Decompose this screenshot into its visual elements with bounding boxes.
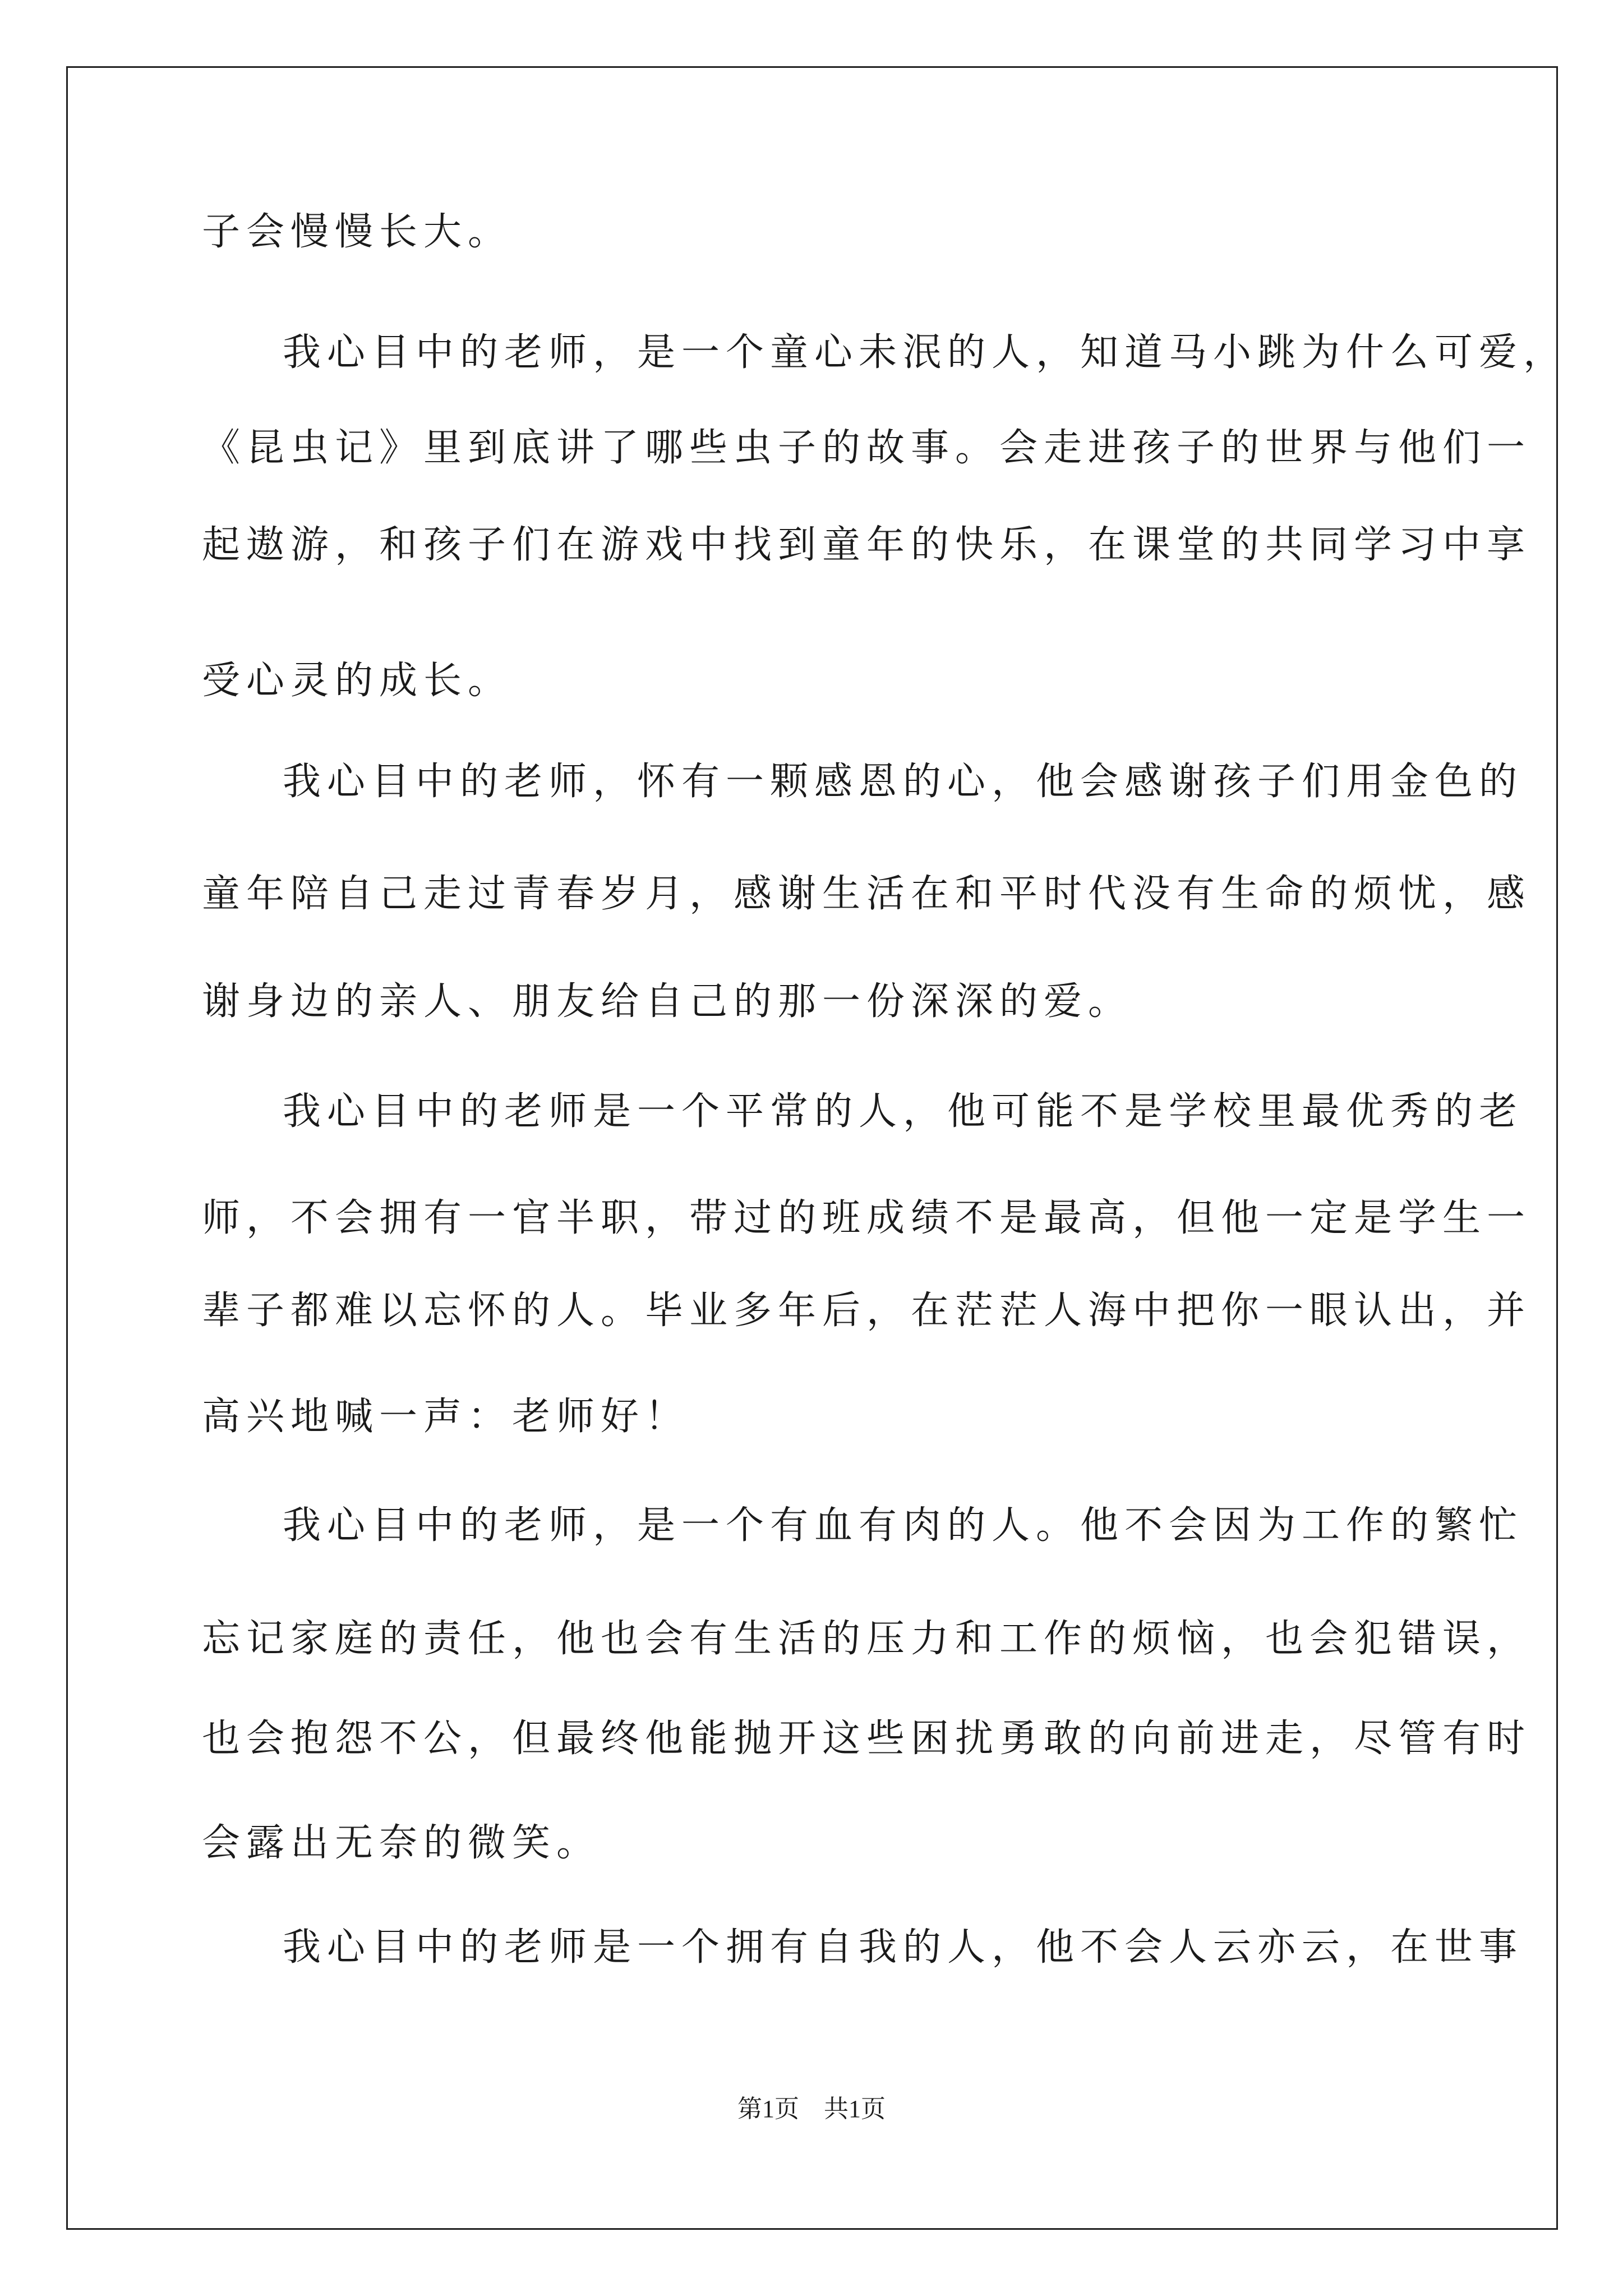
text-line: 《昆虫记》里到底讲了哪些虫子的故事。会走进孩子的世界与他们一 xyxy=(202,426,1532,470)
text-line: 谢身边的亲人、朋友给自己的那一份深深的爱。 xyxy=(202,979,1133,1024)
text-line: 忘记家庭的责任，他也会有生活的压力和工作的烦恼，也会犯错误， xyxy=(202,1617,1532,1661)
page-border xyxy=(66,66,1558,2230)
text-line: 师，不会拥有一官半职，带过的班成绩不是最高，但他一定是学生一 xyxy=(202,1196,1532,1240)
text-line: 会露出无奈的微笑。 xyxy=(202,1821,601,1865)
text-line: 童年陪自己走过青春岁月，感谢生活在和平时代没有生命的烦忧，感 xyxy=(202,872,1532,916)
paragraph-first-line: 我心目中的老师是一个拥有自我的人，他不会人云亦云，在世事 xyxy=(283,1925,1524,1970)
text-line: 起遨游，和孩子们在游戏中找到童年的快乐，在课堂的共同学习中享 xyxy=(202,523,1532,567)
text-line: 受心灵的成长。 xyxy=(202,659,513,703)
text-line: 也会抱怨不公，但最终他能抛开这些困扰勇敢的向前进走，尽管有时 xyxy=(202,1717,1532,1761)
paragraph-first-line: 我心目中的老师，是一个童心未泯的人，知道马小跳为什么可爱， xyxy=(283,330,1568,375)
page-number: 第1页 xyxy=(737,2095,799,2123)
page-footer xyxy=(0,2097,1623,2122)
paragraph-first-line: 我心目中的老师，怀有一颗感恩的心，他会感谢孩子们用金色的 xyxy=(283,760,1524,804)
paragraph-first-line: 我心目中的老师是一个平常的人，他可能不是学校里最优秀的老 xyxy=(283,1089,1524,1134)
text-line: 高兴地喊一声：老师好！ xyxy=(202,1395,690,1439)
text-line: 子会慢慢长大。 xyxy=(202,210,513,254)
text-line: 辈子都难以忘怀的人。毕业多年后，在茫茫人海中把你一眼认出，并 xyxy=(202,1289,1532,1333)
paragraph-first-line: 我心目中的老师，是一个有血有肉的人。他不会因为工作的繁忙 xyxy=(283,1503,1524,1548)
page-total: 共1页 xyxy=(824,2095,886,2123)
